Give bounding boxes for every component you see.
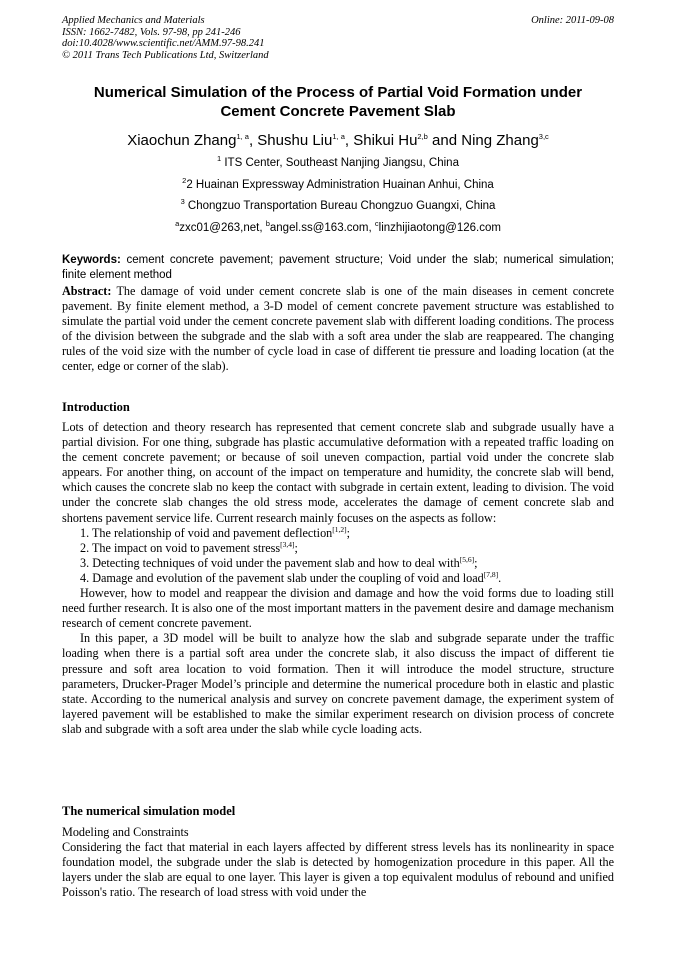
affiliation-2	[62, 178, 614, 192]
affiliation-text: 2 Huainan Expressway Administration Huainan Anhui, China	[186, 179, 494, 191]
affiliation-3	[62, 199, 614, 213]
affiliation-text: ITS Center, Southeast Nanjing Jiangsu, China	[221, 157, 459, 169]
list-item-text: 1. The relationship of void and pavement deflection	[80, 525, 333, 540]
affiliation-mark: 1	[217, 154, 222, 164]
author-affil-mark: 3,c	[538, 132, 549, 141]
paper-title	[62, 83, 614, 121]
introduction-heading: Introduction	[62, 400, 130, 414]
email-mark: b	[265, 219, 270, 229]
introduction-body	[62, 420, 614, 737]
keywords-label: Keywords:	[62, 254, 121, 266]
affiliation-mark: 3	[180, 197, 185, 207]
list-item	[62, 571, 614, 586]
online-date: Online: 2011-09-08	[531, 15, 614, 26]
author-separator: ,	[344, 132, 354, 149]
author-list	[62, 131, 614, 151]
author-emails	[62, 221, 614, 235]
model-section-heading: The numerical simulation model	[62, 804, 236, 818]
title-line-1: Numerical Simulation of the Process of Partial Void Formation under	[93, 84, 583, 101]
email-mark: c	[374, 219, 379, 229]
list-item-text: 4. Damage and evolution of the pavement slab under the coupling of void and load	[80, 570, 484, 585]
list-item	[62, 541, 614, 556]
list-item-tail: .	[498, 570, 502, 585]
email-address: angel.ss@163.com,	[269, 222, 375, 234]
list-item-tail: ;	[474, 555, 478, 570]
author-affil-mark: 1, a	[332, 132, 345, 141]
author-name: Shushu Liu	[257, 132, 333, 149]
issn-line: ISSN: 1662-7482, Vols. 97-98, pp 241-246	[62, 26, 241, 38]
doi-line: doi:10.4028/www.scientific.net/AMM.97-98.241	[62, 38, 265, 49]
list-item-text: 3. Detecting techniques of void under the pavement slab and how to deal with	[80, 555, 460, 570]
abstract-label: Abstract:	[62, 284, 112, 298]
copyright-line: © 2011 Trans Tech Publications Ltd, Switzerland	[62, 49, 269, 61]
affiliation-1	[62, 156, 614, 170]
author-affil-mark: 2,b	[417, 132, 428, 141]
model-paragraph-1: Considering the fact that material in each layers affected by different stress levels has its nonlinearity in space foundation model, the subgrade under the slab is detected by homogenization procedure in this paper. All the layers under the slab are equal to one layer. This layer is given a top equivalent modulus of rebound and unified Poisson's ratio. The research of load stress with void under the	[62, 840, 614, 900]
keywords-text: cement concrete pavement; pavement structure; Void under the slab; numerical simulation; finite element method	[62, 254, 614, 281]
citation-ref: [3,4]	[280, 539, 295, 549]
model-section-body	[62, 840, 614, 900]
intro-paragraph-2: However, how to model and reappear the division and damage and how the void forms due to loading still need further research. It is also one of the most important matters in the pavement desire and damage mechanism research of cement concrete pavement.	[62, 586, 614, 631]
list-item-tail: ;	[346, 525, 351, 540]
author-separator: and	[427, 132, 462, 149]
keywords-block	[62, 253, 614, 283]
author-name: Shikui Hu	[353, 132, 418, 149]
abstract-text: The damage of void under cement concrete slab is one of the main diseases in cement concrete pavement. By finite element method, a 3-D model of cement concrete pavement structure was established to simulate the partial void under the cement concrete pavement slab with different loading conditions. The process of the division between the subgrade and the slab with a soft area under the slab are reappeared. The changing rules of the void size with the number of cycle load in case of different tie pressure and loading location (at the center, edge or corner of the slab).	[62, 284, 614, 374]
journal-name: Applied Mechanics and Materials	[62, 15, 205, 26]
journal-header	[62, 15, 269, 61]
title-line-2: Cement Concrete Pavement Slab	[220, 103, 456, 120]
list-item-tail: ;	[294, 540, 298, 555]
email-address: zxc01@263,net,	[179, 222, 266, 234]
list-item	[62, 526, 614, 541]
affiliation-mark: 2	[182, 176, 187, 186]
list-item	[62, 556, 614, 571]
email-address: linzhijiaotong@126.com	[378, 222, 501, 234]
email-mark: a	[175, 219, 180, 229]
author-name: Xiaochun Zhang	[127, 132, 237, 149]
model-subheading: Modeling and Constraints	[62, 825, 189, 839]
author-affil-mark: 1, a	[236, 132, 249, 141]
affiliation-text: Chongzuo Transportation Bureau Chongzuo Guangxi, China	[184, 200, 496, 212]
author-separator: ,	[248, 132, 258, 149]
intro-paragraph-3: In this paper, a 3D model will be built to analyze how the slab and subgrade separate under the traffic loading when there is a partial soft area under the concrete slab, it also discuss the impact of different tie pressure and soft area location to void formation. Then it will introduce the model structure, structure parameters, Drucker-Prager Model’s principle and determine the numerical procedure both in elastic and plastic state. According to the numerical analysis and survey on concrete pavement damage, the experiment system of layered pavement will be established to make the similar experiment research on division process of concrete slab and subgrade with a soft area under the slab while cycle loading acts.	[62, 631, 614, 736]
citation-ref: [7,8]	[483, 569, 499, 579]
list-item-text: 2. The impact on void to pavement stress	[80, 540, 281, 555]
citation-ref: [1,2]	[332, 524, 347, 534]
author-name: Ning Zhang	[461, 132, 539, 149]
abstract-block	[62, 284, 614, 375]
intro-paragraph-1: Lots of detection and theory research has represented that cement concrete slab and subgrade usually have a partial division. For one thing, subgrade has plastic accumulative deformation with a repeated traffic loading on the cement concrete pavement; or because of soil uneven compaction, partial void under the concrete slab appears. For another thing, on account of the impact on temperature and humidity, the concrete slab will bend, which causes the concrete slab no keep the contact with subgrade in certain extent, leading to division. The void under the concrete slab changes the old stress mode, accelerates the damage of cement concrete slab and shortens pavement service life. Current research mainly focuses on the aspects as follow:	[62, 420, 614, 525]
citation-ref: [5,6]	[459, 554, 475, 564]
